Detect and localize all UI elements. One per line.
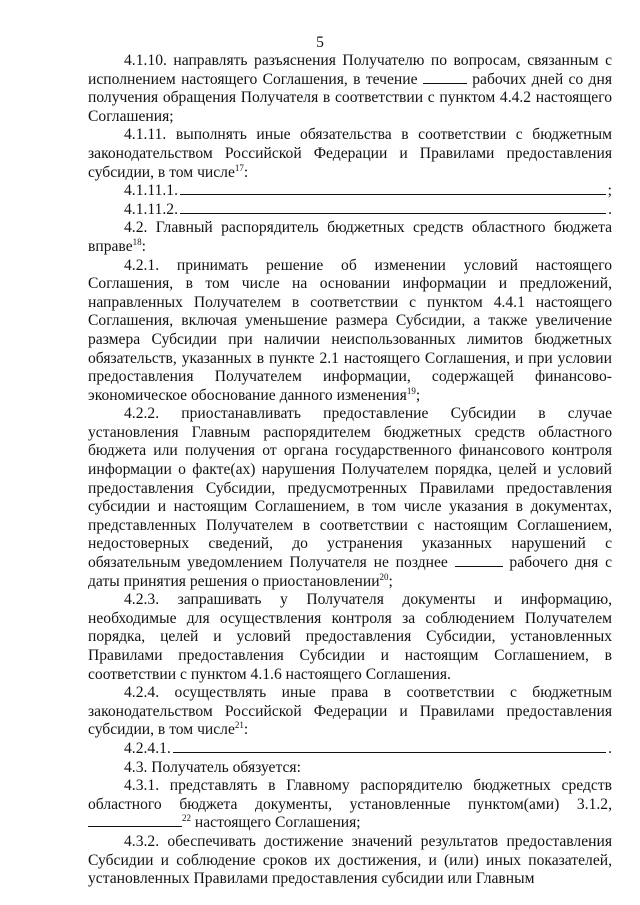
footnote-ref-19: 19 xyxy=(406,385,416,396)
clause-4-2-1 xyxy=(88,257,612,406)
clause-4-2-4 xyxy=(88,684,612,740)
clause-4-2-2-part-b: рабочего дня с даты принятия решения о приостановлении xyxy=(88,554,612,590)
page-number: 5 xyxy=(316,34,324,51)
item-4-2-4-1-blank xyxy=(173,751,606,753)
clause-4-2-4-end: : xyxy=(243,721,249,739)
item-4-1-11-1-end: ; xyxy=(607,182,612,200)
item-4-1-11-1-blank xyxy=(180,193,606,195)
clause-4-1-10-part-a: 4.1.10. направлять разъяснения Получателю по вопросам, связанным с исполнением настоящего Соглашения, в течение xyxy=(88,52,612,88)
clause-4-2-2-part-a: 4.2.2. приостанавливать предоставление Субсидии в случае установления Главным распорядителем бюджетных средств областного бюджета или получения от органа государственного финансового контроля информации о факте(ах) нарушения Получателем порядка, целей и условий предоставления Субсидии, предусмотренных Правилами предоставления субсидии и настоящим Соглашением, в том числе указания в документах, представленных Получателем в соответствии с настоящим Соглашением, недостоверных сведений, до устранения указанных нарушений с обязательным уведомлением Получателя не позднее xyxy=(88,405,612,572)
footnote-ref-21: 21 xyxy=(234,720,244,731)
clause-4-3-2: 4.3.2. обеспечивать достижение значений результатов предоставления Субсидии и соблюдение сроков их достижения, и (или) иных показателей, установленных Правилами предоставления субсидии или Главным xyxy=(88,832,612,888)
item-4-2-4-1-end: . xyxy=(608,739,612,757)
clause-4-1-10 xyxy=(88,52,612,126)
footnote-ref-17: 17 xyxy=(234,162,244,173)
footnote-ref-18: 18 xyxy=(132,236,142,247)
blank-clause-numbers xyxy=(88,814,182,827)
clause-4-2-3: 4.2.3. запрашивать у Получателя документы и информацию, необходимые для осуществления контроля за соблюдением Получателем порядка, целей и условий предоставления Субсидии, установленных Правилами предоставления Субсидии и настоящим Соглашением, в соответствии с пунктом 4.1.6 настоящего Соглашения. xyxy=(88,591,612,683)
clause-4-2-2-end: ; xyxy=(388,572,393,590)
footnote-ref-20: 20 xyxy=(379,571,389,582)
clause-4-2-text: 4.2. Главный распорядитель бюджетных средств областного бюджета вправе xyxy=(88,219,612,255)
clause-4-3-1-part-a: 4.3.1. представлять в Главному распорядителю бюджетных средств областного бюджета документы, установленные пунктом(ами) 3.1.2, xyxy=(88,777,612,813)
clause-4-2-1-text: 4.2.1. принимать решение об изменении условий настоящего Соглашения, в том числе на основании информации и предложений, направленных Получателем в соответствии с пунктом 4.4.1 настоящего Соглашения, включая уменьшение размера Субсидии, а также увеличение размера Субсидии при наличии неиспользованных лимитов бюджетных обязательств, указанных в пункте 2.1 настоящего Соглашения, и при условии предоставления Получателем информации, содержащей финансово-экономическое обоснование данного изменения xyxy=(88,256,612,404)
item-4-2-4-1-label: 4.2.4.1. xyxy=(124,739,171,757)
item-4-1-11-2-blank xyxy=(180,212,606,214)
clause-4-2-2 xyxy=(88,405,612,591)
item-4-1-11-1 xyxy=(88,182,612,201)
item-4-1-11-2-end: . xyxy=(608,200,612,218)
clause-4-1-11 xyxy=(88,126,612,182)
clause-4-2-4-text: 4.2.4. осуществлять иные права в соответствии с бюджетным законодательством Российской Федерации и Правилами предоставления субсидии, в том числе xyxy=(88,684,612,739)
footnote-ref-22: 22 xyxy=(182,813,191,824)
blank-business-day xyxy=(455,554,503,567)
clause-4-2-end: : xyxy=(141,237,146,255)
clause-4-1-11-text: 4.1.11. выполнять иные обязательства в соответствии с бюджетным законодательством Российской Федерации и Правилами предоставления субсидии, в том числе xyxy=(88,126,612,181)
clause-4-3-1 xyxy=(88,777,612,833)
clause-4-2 xyxy=(88,219,612,256)
item-4-1-11-2 xyxy=(88,201,612,220)
clause-4-1-11-end: : xyxy=(243,163,249,181)
blank-days xyxy=(423,71,467,84)
item-4-2-4-1 xyxy=(88,740,612,759)
item-4-1-11-2-label: 4.1.11.2. xyxy=(124,200,178,218)
clause-4-3: 4.3. Получатель обязуется: xyxy=(124,758,301,776)
clause-4-2-1-end: ; xyxy=(415,386,421,404)
document-body xyxy=(88,52,612,889)
clause-4-3-1-part-b: настоящего Соглашения; xyxy=(194,814,361,832)
clause-4-1-10-part-b: рабочих дней со дня получения обращения Получателя в соответствии с пунктом 4.4.2 настоящего Соглашения; xyxy=(88,70,612,125)
item-4-1-11-1-label: 4.1.11.1. xyxy=(124,182,178,200)
